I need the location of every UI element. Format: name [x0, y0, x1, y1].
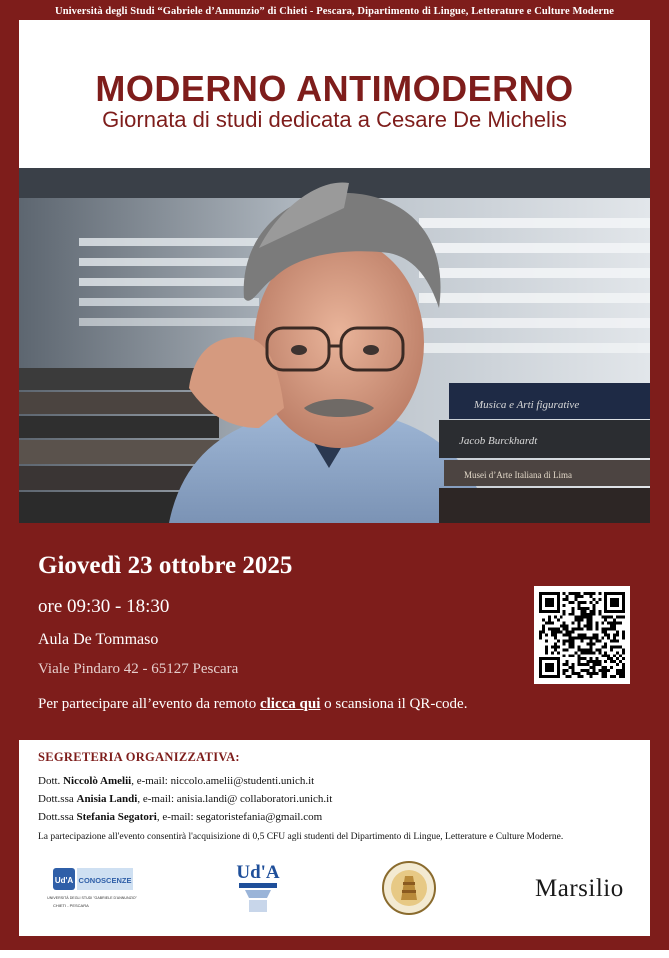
- contact-name: Anisia Landi: [76, 793, 138, 805]
- svg-text:UNIVERSITÀ DEGLI STUDI "GABRIE: UNIVERSITÀ DEGLI STUDI "GABRIELE D'ANNUNZIO": [47, 896, 137, 900]
- svg-text:Ud'A: Ud'A: [54, 876, 74, 885]
- contact-name: Niccolò Amelii: [63, 775, 132, 787]
- contact-email: , e-mail: anisia.landi@ collaboratori.unich.it: [137, 793, 333, 805]
- bottom-strip: [0, 950, 669, 958]
- portrait-photo: [19, 168, 650, 523]
- remote-link[interactable]: clicca qui: [259, 696, 321, 712]
- qr-code[interactable]: [534, 586, 630, 684]
- department-seal-logo: [381, 860, 437, 916]
- institution-header: Università degli Studi “Gabriele d’Annunzio” di Chieti - Pescara, Dipartimento di Lingue, Letterature e Culture Moderne: [55, 6, 614, 17]
- contact-row: [38, 810, 322, 824]
- remote-suffix: o scansiona il QR-code.: [320, 696, 468, 712]
- remote-prefix: Per partecipare all’evento da remoto: [38, 696, 260, 712]
- contact-row: [38, 792, 332, 806]
- page-subtitle: Giornata di studi dedicata a Cesare De Michelis: [102, 107, 567, 132]
- svg-text:CHIETI - PESCARA: CHIETI - PESCARA: [53, 903, 89, 908]
- cfu-note: La partecipazione all'evento consentirà l'acquisizione di 0,5 CFU agli studenti del Dipartimento di Lingue, Letterature e Culture Moderne.: [38, 832, 564, 842]
- uda-logo: [231, 858, 285, 916]
- book-spine-3: Musei d’Arte Italiana di Lima: [464, 470, 572, 480]
- secretariat-title: SEGRETERIA ORGANIZZATIVA:: [38, 750, 240, 764]
- conoscenze-logo: [47, 862, 137, 912]
- page-title: MODERNO ANTIMODERNO: [95, 68, 574, 109]
- event-room: Aula De Tommaso: [38, 631, 159, 648]
- event-date: Giovedì 23 ottobre 2025: [38, 552, 293, 579]
- svg-text:Ud'A: Ud'A: [236, 862, 280, 883]
- contact-email: , e-mail: niccolo.amelii@studenti.unich.it: [131, 775, 315, 787]
- contact-row: [38, 774, 314, 788]
- title-box: [19, 20, 650, 168]
- marsilio-logo: Marsilio: [535, 875, 624, 902]
- qr-code-icon: [539, 591, 625, 679]
- event-time: ore 09:30 - 18:30: [38, 596, 170, 617]
- book-spine-2: Jacob Burckhardt: [459, 435, 538, 447]
- remote-participation-text: [38, 693, 467, 715]
- contact-prefix: Dott.ssa: [38, 811, 77, 823]
- info-box: [19, 740, 650, 936]
- contact-prefix: Dott.: [38, 775, 64, 787]
- svg-text:CONOSCENZE: CONOSCENZE: [78, 876, 132, 885]
- contact-name: Stefania Segatori: [76, 811, 157, 823]
- event-address: Viale Pindaro 42 - 65127 Pescara: [38, 661, 239, 677]
- portrait-illustration: [19, 168, 650, 523]
- book-spine-1: Musica e Arti figurative: [474, 399, 580, 411]
- contact-prefix: Dott.ssa: [38, 793, 77, 805]
- contact-email: , e-mail: segatoristefania@gmail.com: [156, 811, 323, 823]
